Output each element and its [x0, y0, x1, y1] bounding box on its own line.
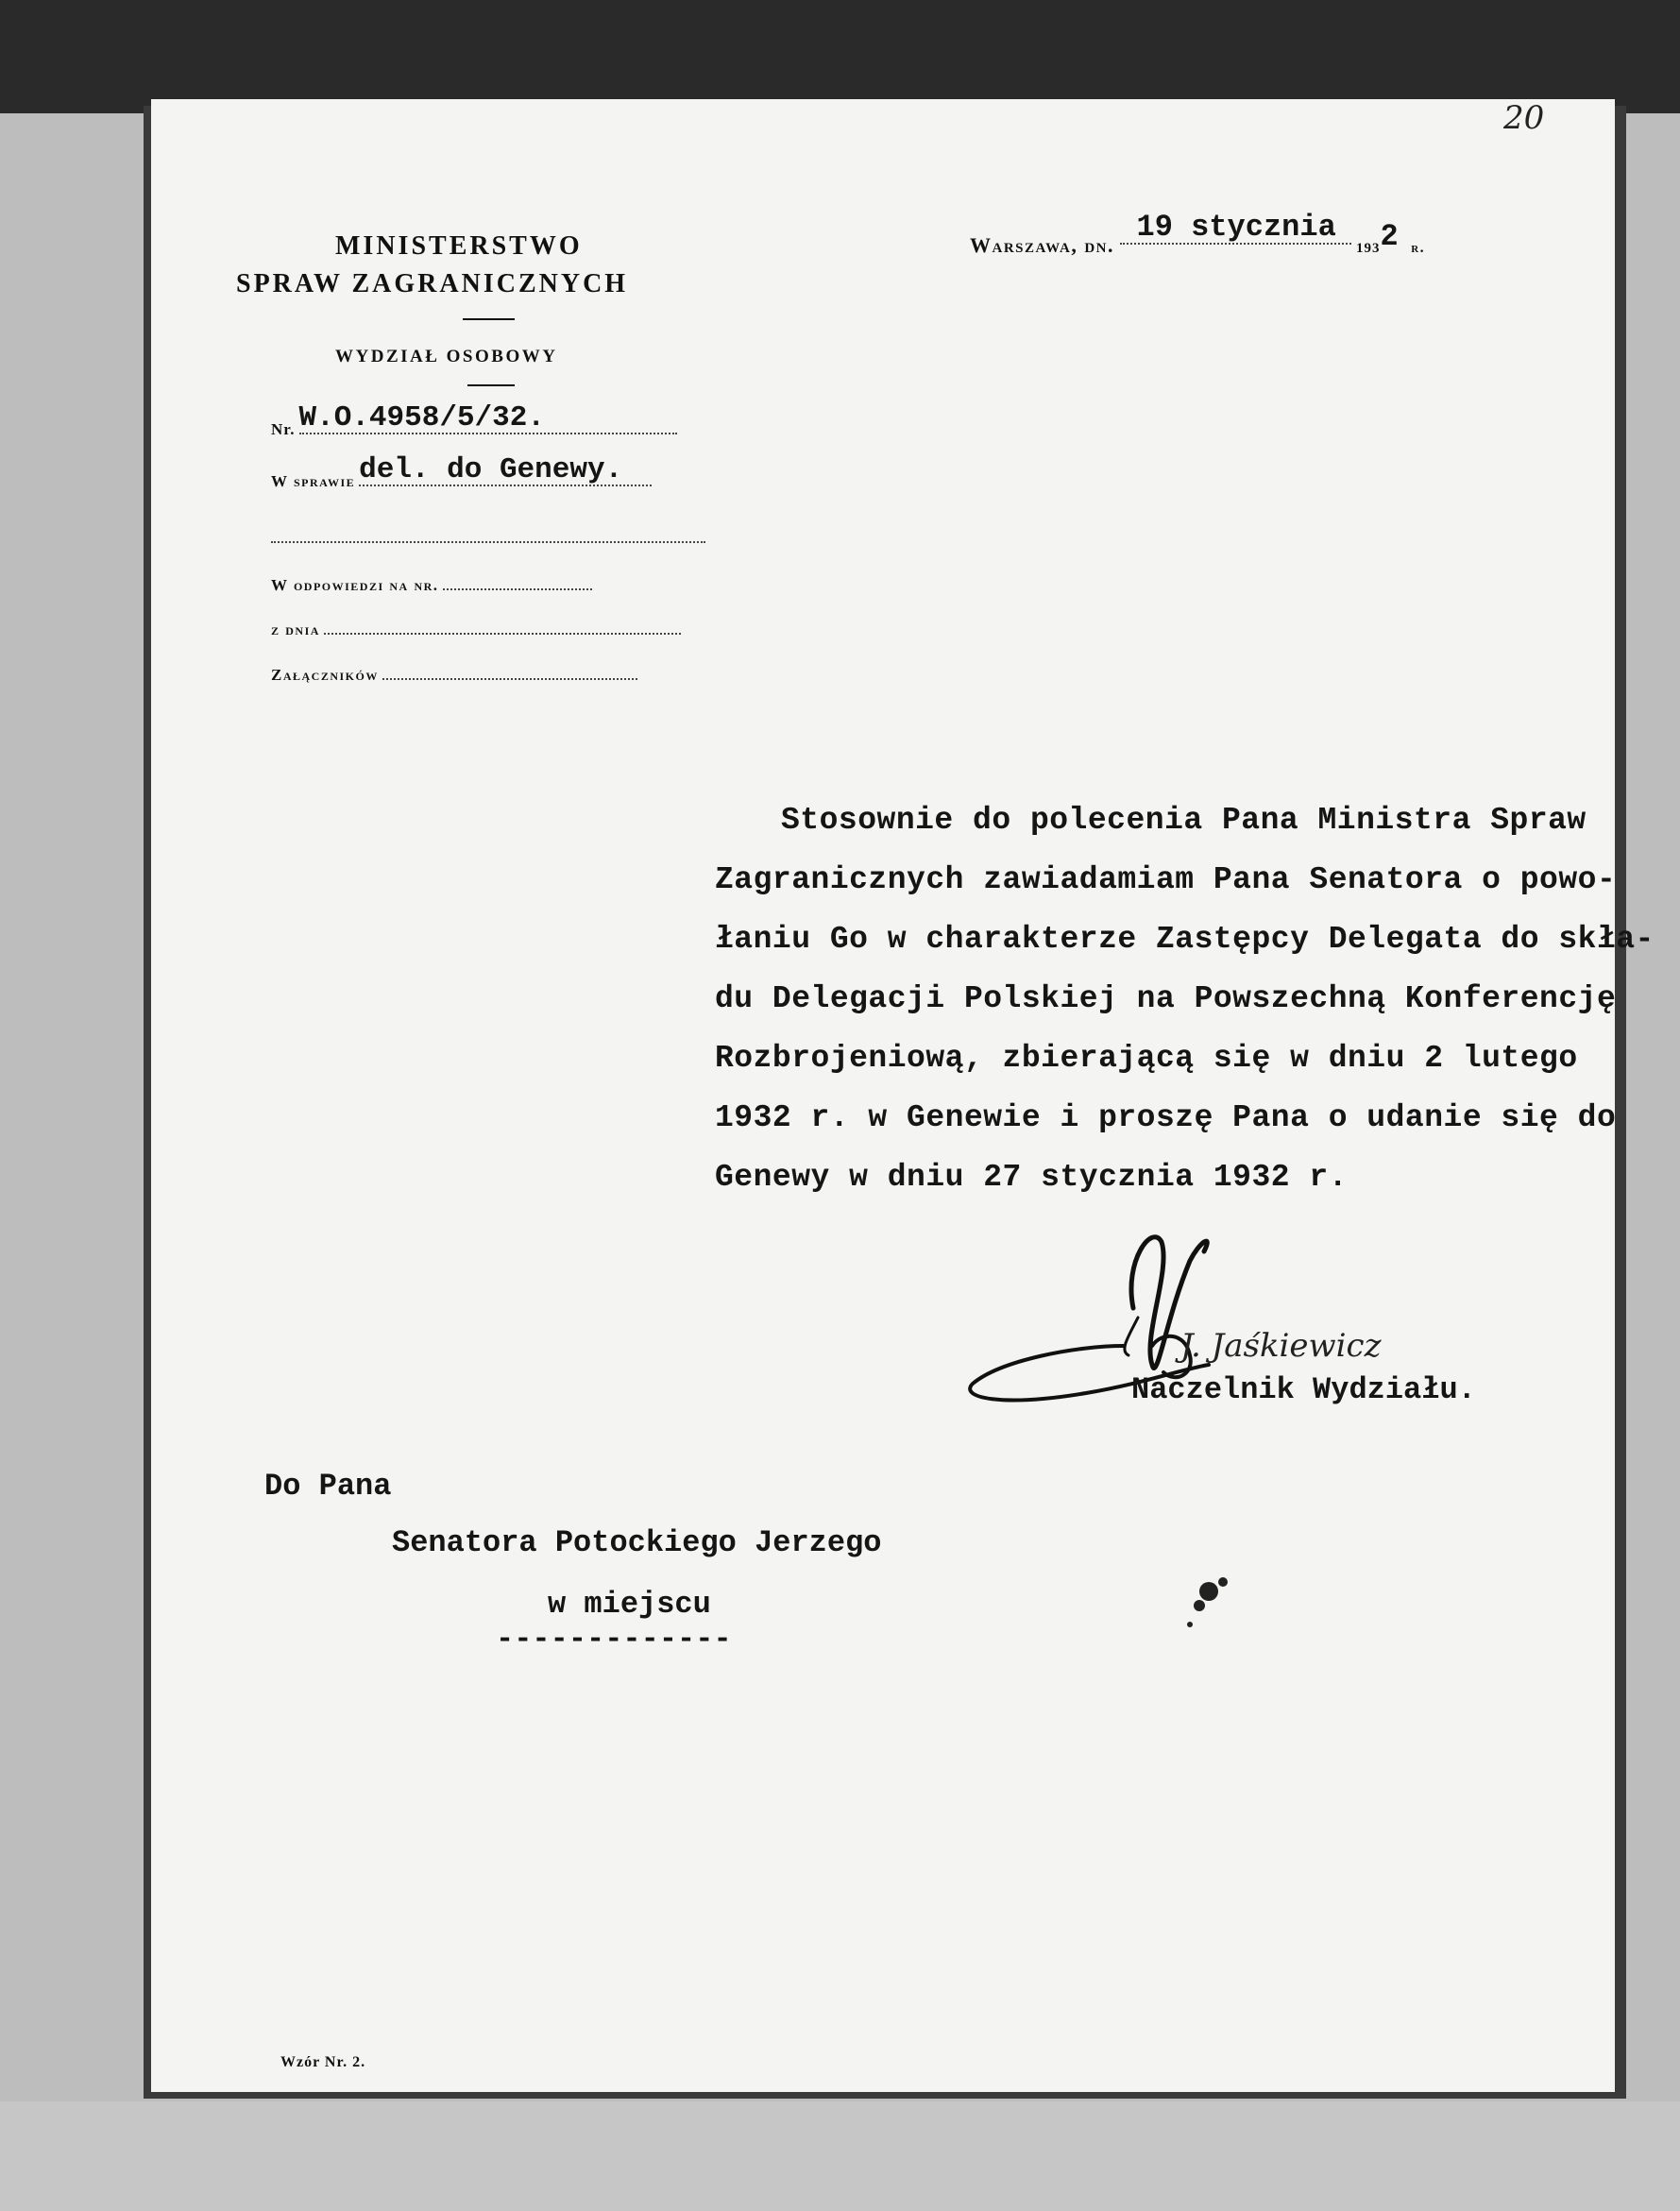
ministry-name-line1: MINISTERSTWO — [335, 231, 583, 261]
field-nr-value: W.O.4958/5/32. — [298, 401, 545, 434]
department-name: WYDZIAŁ OSOBOWY — [335, 347, 558, 366]
form-number: Wzór Nr. 2. — [280, 2054, 366, 2070]
field-zalacznikow-label: Załączników — [271, 666, 379, 684]
date-value: 19 stycznia — [1136, 210, 1336, 245]
field-sprawie-value: del. do Genewy. — [359, 453, 623, 486]
field-z-dnia-label: z dnia — [271, 621, 320, 638]
field-odpowiedzi-label: W odpowiedzi na nr. — [271, 576, 439, 594]
body-line-1: Stosownie do polecenia Pana Ministra Spraw — [781, 803, 1587, 838]
addressee-location: w miejscu — [548, 1587, 711, 1622]
letterhead-rule-1 — [463, 318, 515, 320]
field-nr — [271, 401, 677, 439]
date-dotted-line — [1120, 210, 1351, 245]
field-sprawie — [271, 453, 652, 491]
year-suffix: r. — [1411, 240, 1426, 256]
body-line-3: łaniu Go w charakterze Zastępcy Delegata do skła- — [715, 922, 1655, 957]
film-bottom-edge — [0, 2101, 1680, 2211]
field-nr-line — [298, 401, 677, 434]
field-nr-label: Nr. — [271, 420, 296, 438]
field-sprawie-line-2 — [271, 541, 705, 543]
field-odpowiedzi-line — [443, 588, 592, 590]
body-line-7: Genewy w dniu 27 stycznia 1932 r. — [715, 1160, 1349, 1195]
field-zalacznikow — [271, 666, 637, 685]
year-digit: 2 — [1380, 219, 1399, 254]
field-odpowiedzi — [271, 576, 592, 595]
field-z-dnia — [271, 621, 681, 639]
place-label: Warszawa, dn. — [970, 233, 1115, 257]
ministry-name-line2: SPRAW ZAGRANICZNYCH — [236, 269, 629, 298]
year-prefix: 193 — [1356, 241, 1381, 256]
body-line-4: du Delegacji Polskiej na Powszechną Konferencję — [715, 981, 1617, 1016]
field-z-dnia-line — [324, 633, 681, 635]
addressee-underline: ------------- — [496, 1622, 732, 1657]
field-zalacznikow-line — [382, 678, 637, 680]
field-sprawie-label: W sprawie — [271, 472, 356, 490]
page-number: 20 — [1503, 99, 1545, 137]
film-top-edge — [0, 0, 1680, 113]
signatory-name: J. Jaśkiewicz — [1180, 1327, 1382, 1365]
addressee-name: Senatora Potockiego Jerzego — [392, 1525, 882, 1560]
body-line-2: Zagranicznych zawiadamiam Pana Senatora o powo- — [715, 862, 1617, 897]
letterhead-rule-2 — [467, 384, 515, 386]
ink-blot — [1171, 1554, 1256, 1639]
letter-page — [151, 99, 1655, 2092]
date-line — [970, 210, 1426, 257]
signatory-title: Naczelnik Wydziału. — [1131, 1372, 1476, 1407]
addressee-salutation: Do Pana — [264, 1469, 392, 1504]
body-line-6: 1932 r. w Genewie i proszę Pana o udanie się do — [715, 1100, 1617, 1135]
body-line-5: Rozbrojeniową, zbierającą się w dniu 2 lutego — [715, 1041, 1578, 1076]
field-sprawie-line — [359, 453, 652, 486]
field-sprawie-continuation — [271, 531, 705, 548]
